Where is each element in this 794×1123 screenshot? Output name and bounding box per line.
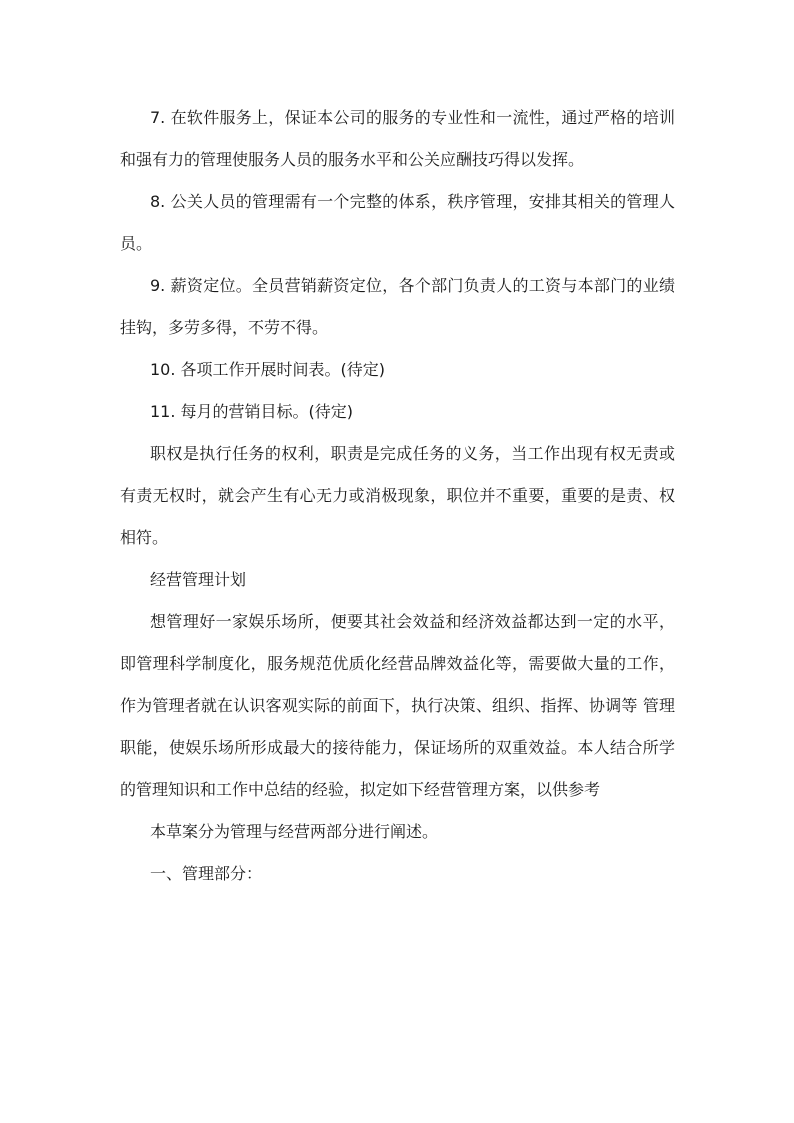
section-heading-business-plan: 经营管理计划 xyxy=(150,570,247,589)
paragraph-intro: 想管理好一家娱乐场所，便要其社会效益和经济效益都达到一定的水平，即管理科学制度化，服务规范优质化经营品牌效益化等，需要做大量的工作，作为管理者就在认识客观实际的前面下，执行决策、组织、指挥、协调等 管理职能，使娱乐场所形成最大的接待能力，保证场所的双重效益。本人结合所学的管理知识和工作中总结的经验，拟定如下经营管理方案，以供参考 xyxy=(120,612,675,799)
paragraph-item-11: 11. 每月的营销目标。(待定) xyxy=(150,402,354,421)
document-body xyxy=(120,97,675,895)
paragraph-item-8: 8. 公关人员的管理需有一个完整的体系，秩序管理，安排其相关的管理人员。 xyxy=(120,192,675,253)
paragraph-authority: 职权是执行任务的权利，职责是完成任务的义务，当工作出现有权无责或有责无权时，就会产生有心无力或消极现象，职位并不重要，重要的是责、权相符。 xyxy=(120,444,675,547)
paragraph-item-10: 10. 各项工作开展时间表。(待定) xyxy=(150,360,386,379)
paragraph-item-7: 7. 在软件服务上，保证本公司的服务的专业性和一流性，通过严格的培训和强有力的管理使服务人员的服务水平和公关应酬技巧得以发挥。 xyxy=(120,108,675,169)
section-heading-management: 一、管理部分： xyxy=(150,864,263,883)
paragraph-item-9: 9. 薪资定位。全员营销薪资定位，各个部门负责人的工资与本部门的业绩挂钩，多劳多得，不劳不得。 xyxy=(120,276,675,337)
paragraph-structure: 本草案分为管理与经营两部分进行阐述。 xyxy=(150,822,439,841)
